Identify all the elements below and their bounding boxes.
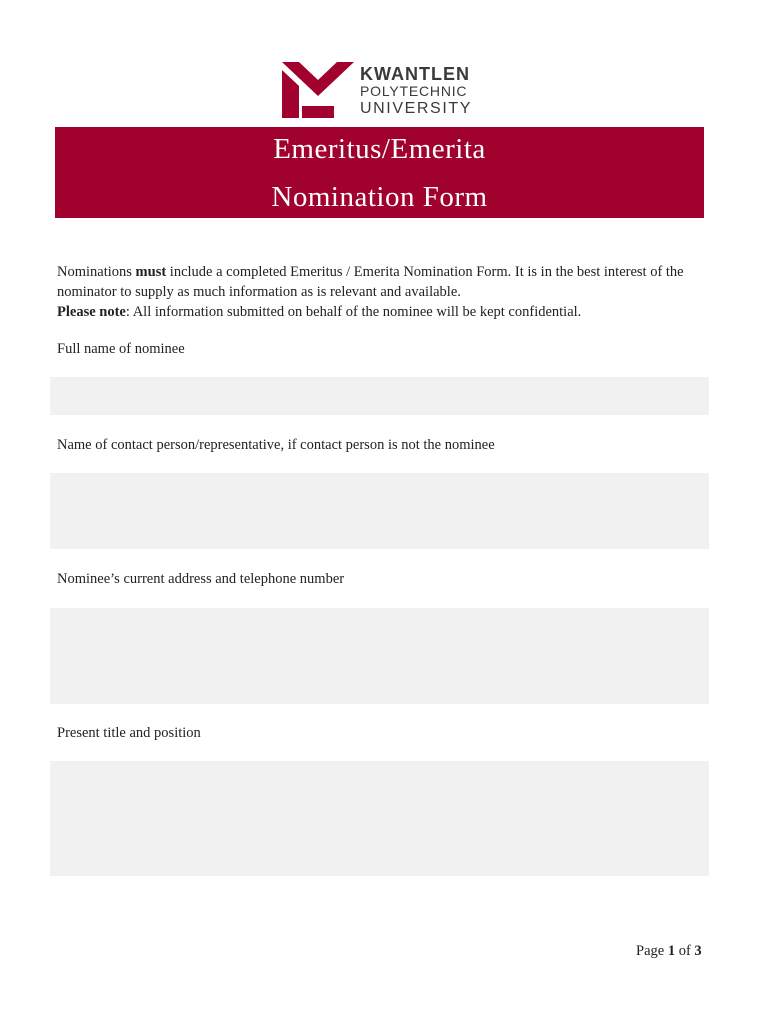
logo-line-2: POLYTECHNIC [360, 83, 468, 99]
intro-text-rest: include a completed Emeritus / Emerita Nomination Form. It is in the best interest of the nominator to supply as much information as is relevant and available. [57, 264, 684, 300]
page-of: of [675, 943, 695, 959]
nominee-name-label: Full name of nominee [57, 341, 185, 357]
contact-person-label: Name of contact person/representative, if contact person is not the nominee [57, 437, 495, 453]
address-phone-field[interactable] [50, 608, 709, 704]
title-banner [55, 127, 704, 218]
nominee-name-field[interactable] [50, 377, 709, 415]
form-title-line-2: Nomination Form [271, 181, 488, 213]
kpu-k-logo-icon [282, 62, 354, 118]
logo-wordmark [360, 66, 472, 117]
note-label: Please note [57, 304, 126, 320]
logo-line-3: UNIVERSITY [360, 100, 473, 117]
intro-text-start: Nominations [57, 264, 136, 280]
intro-emphasis: must [135, 264, 167, 280]
title-position-field[interactable] [50, 761, 709, 876]
logo-line-1: KWANTLEN [360, 64, 470, 84]
address-phone-label: Nominee’s current address and telephone number [57, 571, 345, 587]
title-position-label: Present title and position [57, 725, 201, 741]
form-title-line-1: Emeritus/Emerita [273, 133, 486, 165]
page-current: 1 [667, 943, 676, 959]
page-total: 3 [694, 943, 702, 959]
contact-person-field[interactable] [50, 473, 709, 549]
university-logo [282, 62, 482, 120]
intro-paragraph [57, 262, 717, 322]
page-number [636, 943, 702, 960]
note-text: : All information submitted on behalf of the nominee will be kept confidential. [125, 304, 582, 320]
page-word: Page [636, 943, 668, 959]
